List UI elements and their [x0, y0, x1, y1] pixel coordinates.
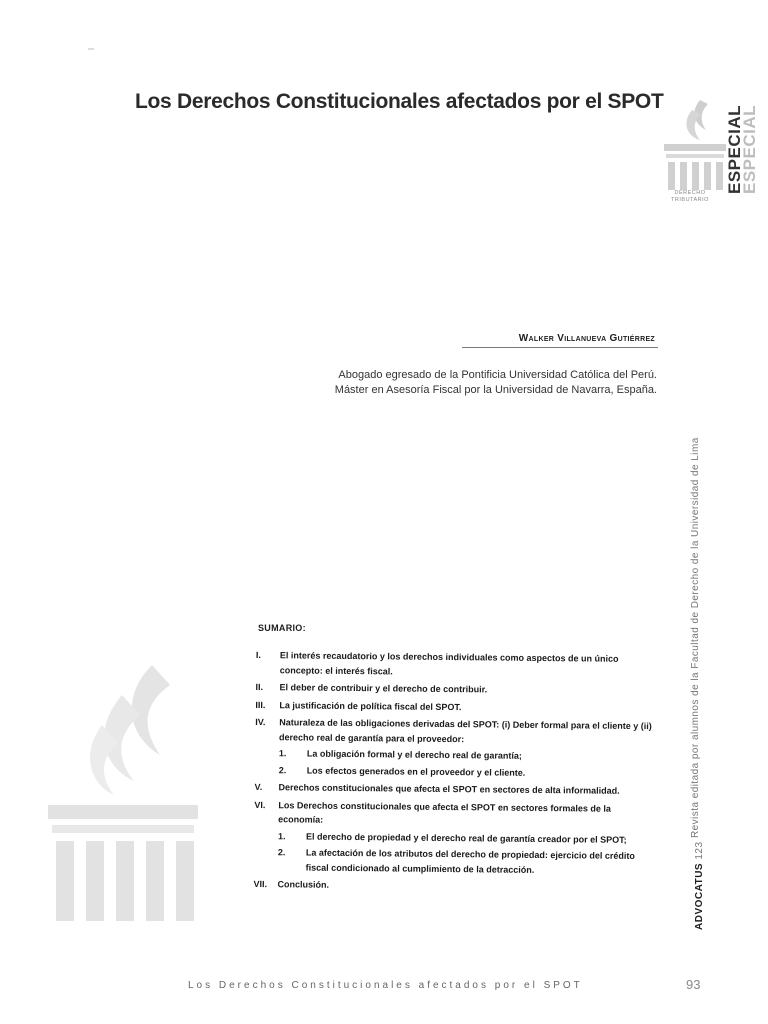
toc-number: 1. [277, 830, 286, 841]
toc-number: VII. [253, 878, 268, 890]
sumario-heading: SUMARIO: [258, 623, 306, 633]
table-of-contents [253, 648, 656, 899]
toc-subitem-vi-2 [254, 845, 654, 878]
toc-text: Conclusión. [277, 879, 330, 890]
bio-line-2: Máster en Asesoría Fiscal por la Universidad de Navarra, España. [334, 384, 657, 396]
toc-text: El deber de contribuir y el derecho de contribuir. [279, 682, 488, 695]
toc-number: I. [255, 649, 261, 661]
toc-text: El interés recaudatorio y los derechos individuales como aspectos de un único concepto: el interés fiscal. [279, 650, 619, 676]
bio-line-1: Abogado egresado de la Pontificia Universidad Católica del Perú. [338, 369, 657, 381]
toc-item-iv [255, 715, 656, 781]
toc-item-iii [255, 697, 655, 716]
especial-label-echo: ESPECIAL [740, 104, 759, 194]
toc-number: IV. [255, 716, 266, 728]
toc-item-ii [256, 680, 656, 699]
toc-item-vii [253, 877, 653, 896]
toc-subitem-iv-1 [255, 746, 655, 765]
especial-badge [722, 96, 762, 196]
toc-number: 2. [278, 764, 287, 775]
especial-label: ESPECIAL [725, 104, 744, 194]
toc-text: El derecho de propiedad y el derecho real de garantía creador por el SPOT; [305, 831, 627, 845]
section-caption [660, 190, 720, 204]
toc-number: V. [254, 781, 263, 793]
article-title: Los Derechos Constitucionales afectados por el SPOT [135, 90, 664, 113]
author-name: Walker Villanueva Gutiérrez [518, 333, 655, 344]
toc-text: La obligación formal y el derecho real de garantía; [306, 748, 523, 761]
author-bio [270, 368, 657, 398]
toc-text: Los Derechos constitucionales que afecta el SPOT en sectores formales de la economía: [278, 799, 612, 825]
issue-name: ADVOCATUS [694, 862, 705, 930]
toc-item-v [254, 780, 654, 799]
toc-text: Derechos constitucionales que afecta el SPOT en sectores de alta informalidad. [278, 782, 620, 796]
toc-item-i [256, 648, 656, 681]
toc-number: 1. [278, 748, 287, 759]
toc-subitem-iv-2 [255, 762, 655, 781]
issue-number: 123 [694, 841, 705, 860]
toc-text: La justificación de política fiscal del SPOT. [279, 699, 462, 712]
issue-label [694, 841, 705, 930]
watermark-logo-icon [42, 655, 202, 930]
journal-sidebar-text: Revista editada por alumnos de la Facultad de Derecho de la Universidad de Lima [690, 437, 701, 838]
page-number: 93 [686, 977, 701, 992]
toc-text: Naturaleza de las obligaciones derivadas del SPOT: (i) Deber formal para el cliente y (ii) derecho real de garantía para el proveedor: [279, 717, 652, 744]
toc-item-vi [254, 797, 655, 878]
running-footer-title: Los Derechos Constitucionales afectados por el SPOT [188, 980, 583, 991]
author-divider [462, 347, 658, 348]
caption-line-2: TRIBUTARIO [671, 197, 709, 203]
toc-text: La afectación de los atributos del derecho de propiedad: ejercicio del crédito fiscal condicionado al cumplimiento de la detracción. [305, 847, 635, 875]
toc-number: 2. [277, 847, 286, 858]
toc-number: II. [255, 681, 264, 693]
toc-text: Los efectos generados en el proveedor y el cliente. [306, 765, 526, 778]
toc-number: III. [255, 699, 266, 710]
scan-smudge [88, 48, 94, 50]
toc-subitem-vi-1 [254, 828, 654, 847]
toc-number: VI. [254, 799, 266, 810]
caption-line-1: DERECHO [674, 190, 706, 196]
